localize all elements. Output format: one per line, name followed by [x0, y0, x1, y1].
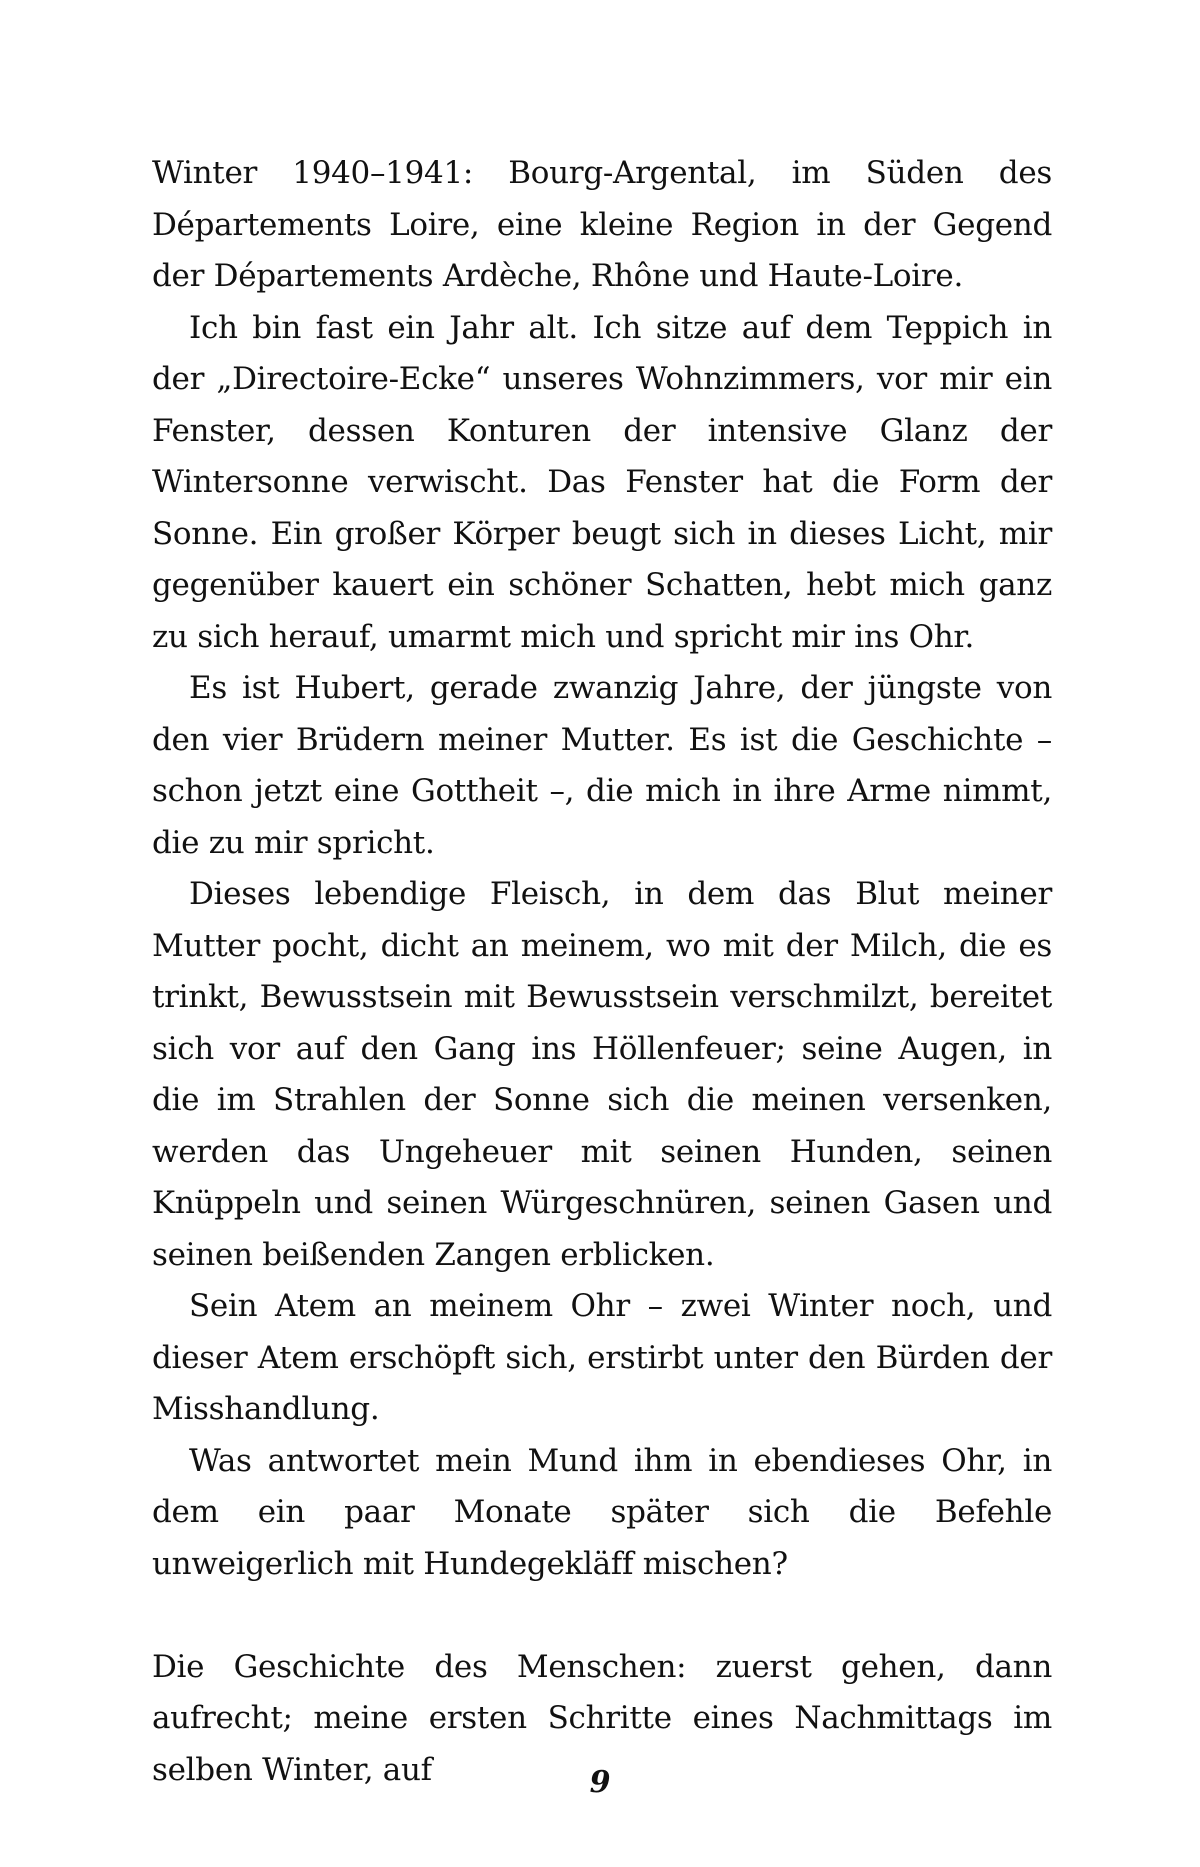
- paragraph: Es ist Hubert, gerade zwanzig Jahre, der jüngste von den vier Brüdern meiner Mutter. Es ist die Geschichte – schon jetzt eine Gottheit –, die mich in ihre Arme nimmt, die zu mir spricht.: [152, 670, 1052, 861]
- paragraph-new-section: Die Geschichte des Menschen: zuerst gehen, dann aufrecht; meine ersten Schritte eines Nachmittags im selben Winter, auf: [152, 1648, 1052, 1788]
- paragraph: Ich bin fast ein Jahr alt. Ich sitze auf dem Teppich in der „Directoire-Ecke“ unseres Wohnzimmers, vor mir ein Fenster, dessen Konturen der intensive Glanz der Wintersonne verwischt. Das Fenster hat die Form der Sonne. Ein großer Körper beugt sich in dieses Licht, mir gegenüber kauert ein schöner Schatten, hebt mich ganz zu sich herauf, umarmt mich und spricht mir ins Ohr.: [152, 309, 1052, 655]
- page-number: 9: [589, 1765, 611, 1800]
- paragraph: Sein Atem an meinem Ohr – zwei Winter noch, und dieser Atem erschöpft sich, erstirbt unter den Bürden der Misshandlung.: [152, 1288, 1052, 1427]
- paragraph-intro: Winter 1940–1941: Bourg-Argental, im Süden des Départements Loire, eine kleine Region in der Gegend der Départements Ardèche, Rhône und Haute-Loire.: [152, 155, 1052, 294]
- paragraph: Was antwortet mein Mund ihm in ebendieses Ohr, in dem ein paar Monate später sich die Befehle unweigerlich mit Hundegekläff mischen?: [152, 1442, 1052, 1582]
- body-text: [152, 148, 1052, 1796]
- paragraph: Dieses lebendige Fleisch, in dem das Blut meiner Mutter pocht, dicht an meinem, wo mit der Milch, die es trinkt, Bewusstsein mit Bewusstsein verschmilzt, bereitet sich vor auf den Gang ins Höllenfeuer; seine Augen, in die im Strahlen der Sonne sich die meinen versenken, werden das Ungeheuer mit seinen Hunden, seinen Knüppeln und seinen Würgeschnüren, seinen Gasen und seinen beißenden Zangen erblicken.: [152, 876, 1052, 1273]
